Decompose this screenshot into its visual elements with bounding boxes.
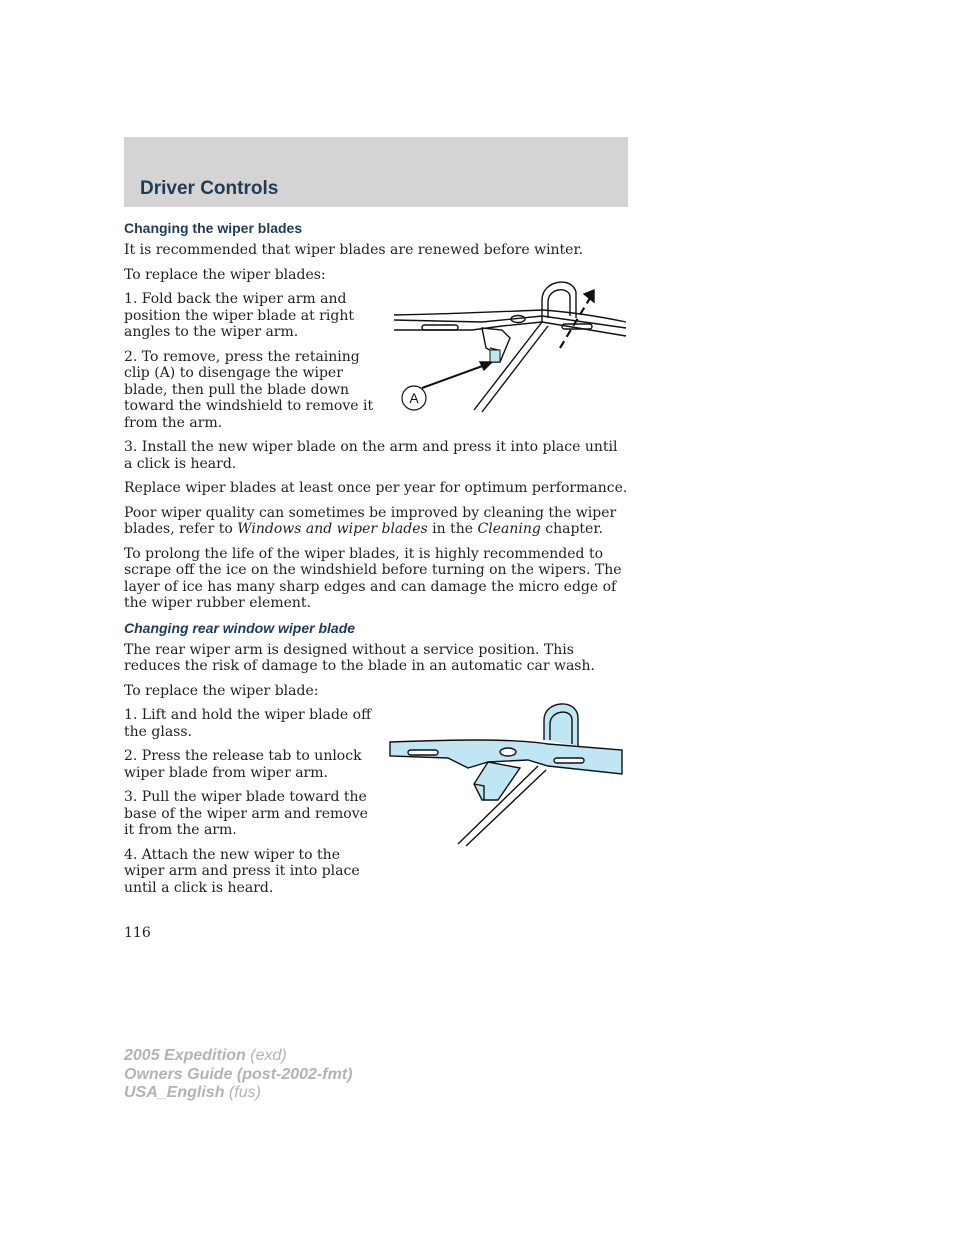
document-footer: 2005 Expedition (exd) Owners Guide (post-2002-fmt) USA_English (fus) bbox=[124, 1047, 353, 1101]
wiper-removal-figure bbox=[392, 270, 628, 420]
reference-cleaning: Cleaning bbox=[477, 521, 541, 537]
section-heading-rear-wiper: Changing rear window wiper blade bbox=[124, 619, 356, 636]
step-item: 2. Press the release tab to unlock wiper blade from wiper arm. bbox=[124, 748, 362, 781]
step-item: 3. Install the new wiper blade on the arm and press it into place until a click is heard. bbox=[124, 439, 618, 472]
paragraph-rear-lead: To replace the wiper blade: bbox=[124, 682, 319, 699]
step-item: 2. To remove, press the retaining clip (A) to disengage the wiper blade, then pull the blade down toward the windshield to remove it from the arm. bbox=[124, 348, 374, 431]
paragraph-replace-yearly: Replace wiper blades at least once per year for optimum performance. bbox=[124, 480, 628, 496]
rear-wiper-figure bbox=[388, 700, 628, 850]
paragraph-lead: To replace the wiper blades: bbox=[124, 266, 326, 283]
paragraph-rear-intro: The rear wiper arm is designed without a service position. This reduces the risk of damage to the blade in an automatic car wash. bbox=[124, 641, 595, 674]
step-item: 3. Pull the wiper blade toward the base of the wiper arm and remove it from the arm. bbox=[124, 789, 368, 838]
step-item: 1. Fold back the wiper arm and position the wiper blade at right angles to the wiper arm. bbox=[124, 291, 354, 340]
paragraph-ice: To prolong the life of the wiper blades, it is highly recommended to scrape off the ice on the windshield before turning on the wipers. The layer of ice has many sharp edges and can damage the micro edge of the wiper rubber element. bbox=[124, 545, 622, 611]
figure-label-a: A bbox=[409, 390, 419, 406]
section-heading-wiper-blades: Changing the wiper blades bbox=[124, 220, 303, 236]
section-title: Driver Controls bbox=[140, 178, 279, 199]
paragraph-cleaning: Poor wiper quality can sometimes be improved by cleaning the wiper blades, refer to Windows and wiper blades in the Cleaning chapter. bbox=[124, 504, 617, 537]
reference-windows-wiper: Windows and wiper blades bbox=[237, 521, 428, 537]
paragraph-intro: It is recommended that wiper blades are renewed before winter. bbox=[124, 242, 584, 258]
step-item: 4. Attach the new wiper to the wiper arm and press it into place until a click is heard. bbox=[124, 846, 360, 896]
step-item: 1. Lift and hold the wiper blade off the glass. bbox=[124, 707, 372, 740]
page-number: 116 bbox=[124, 925, 151, 941]
